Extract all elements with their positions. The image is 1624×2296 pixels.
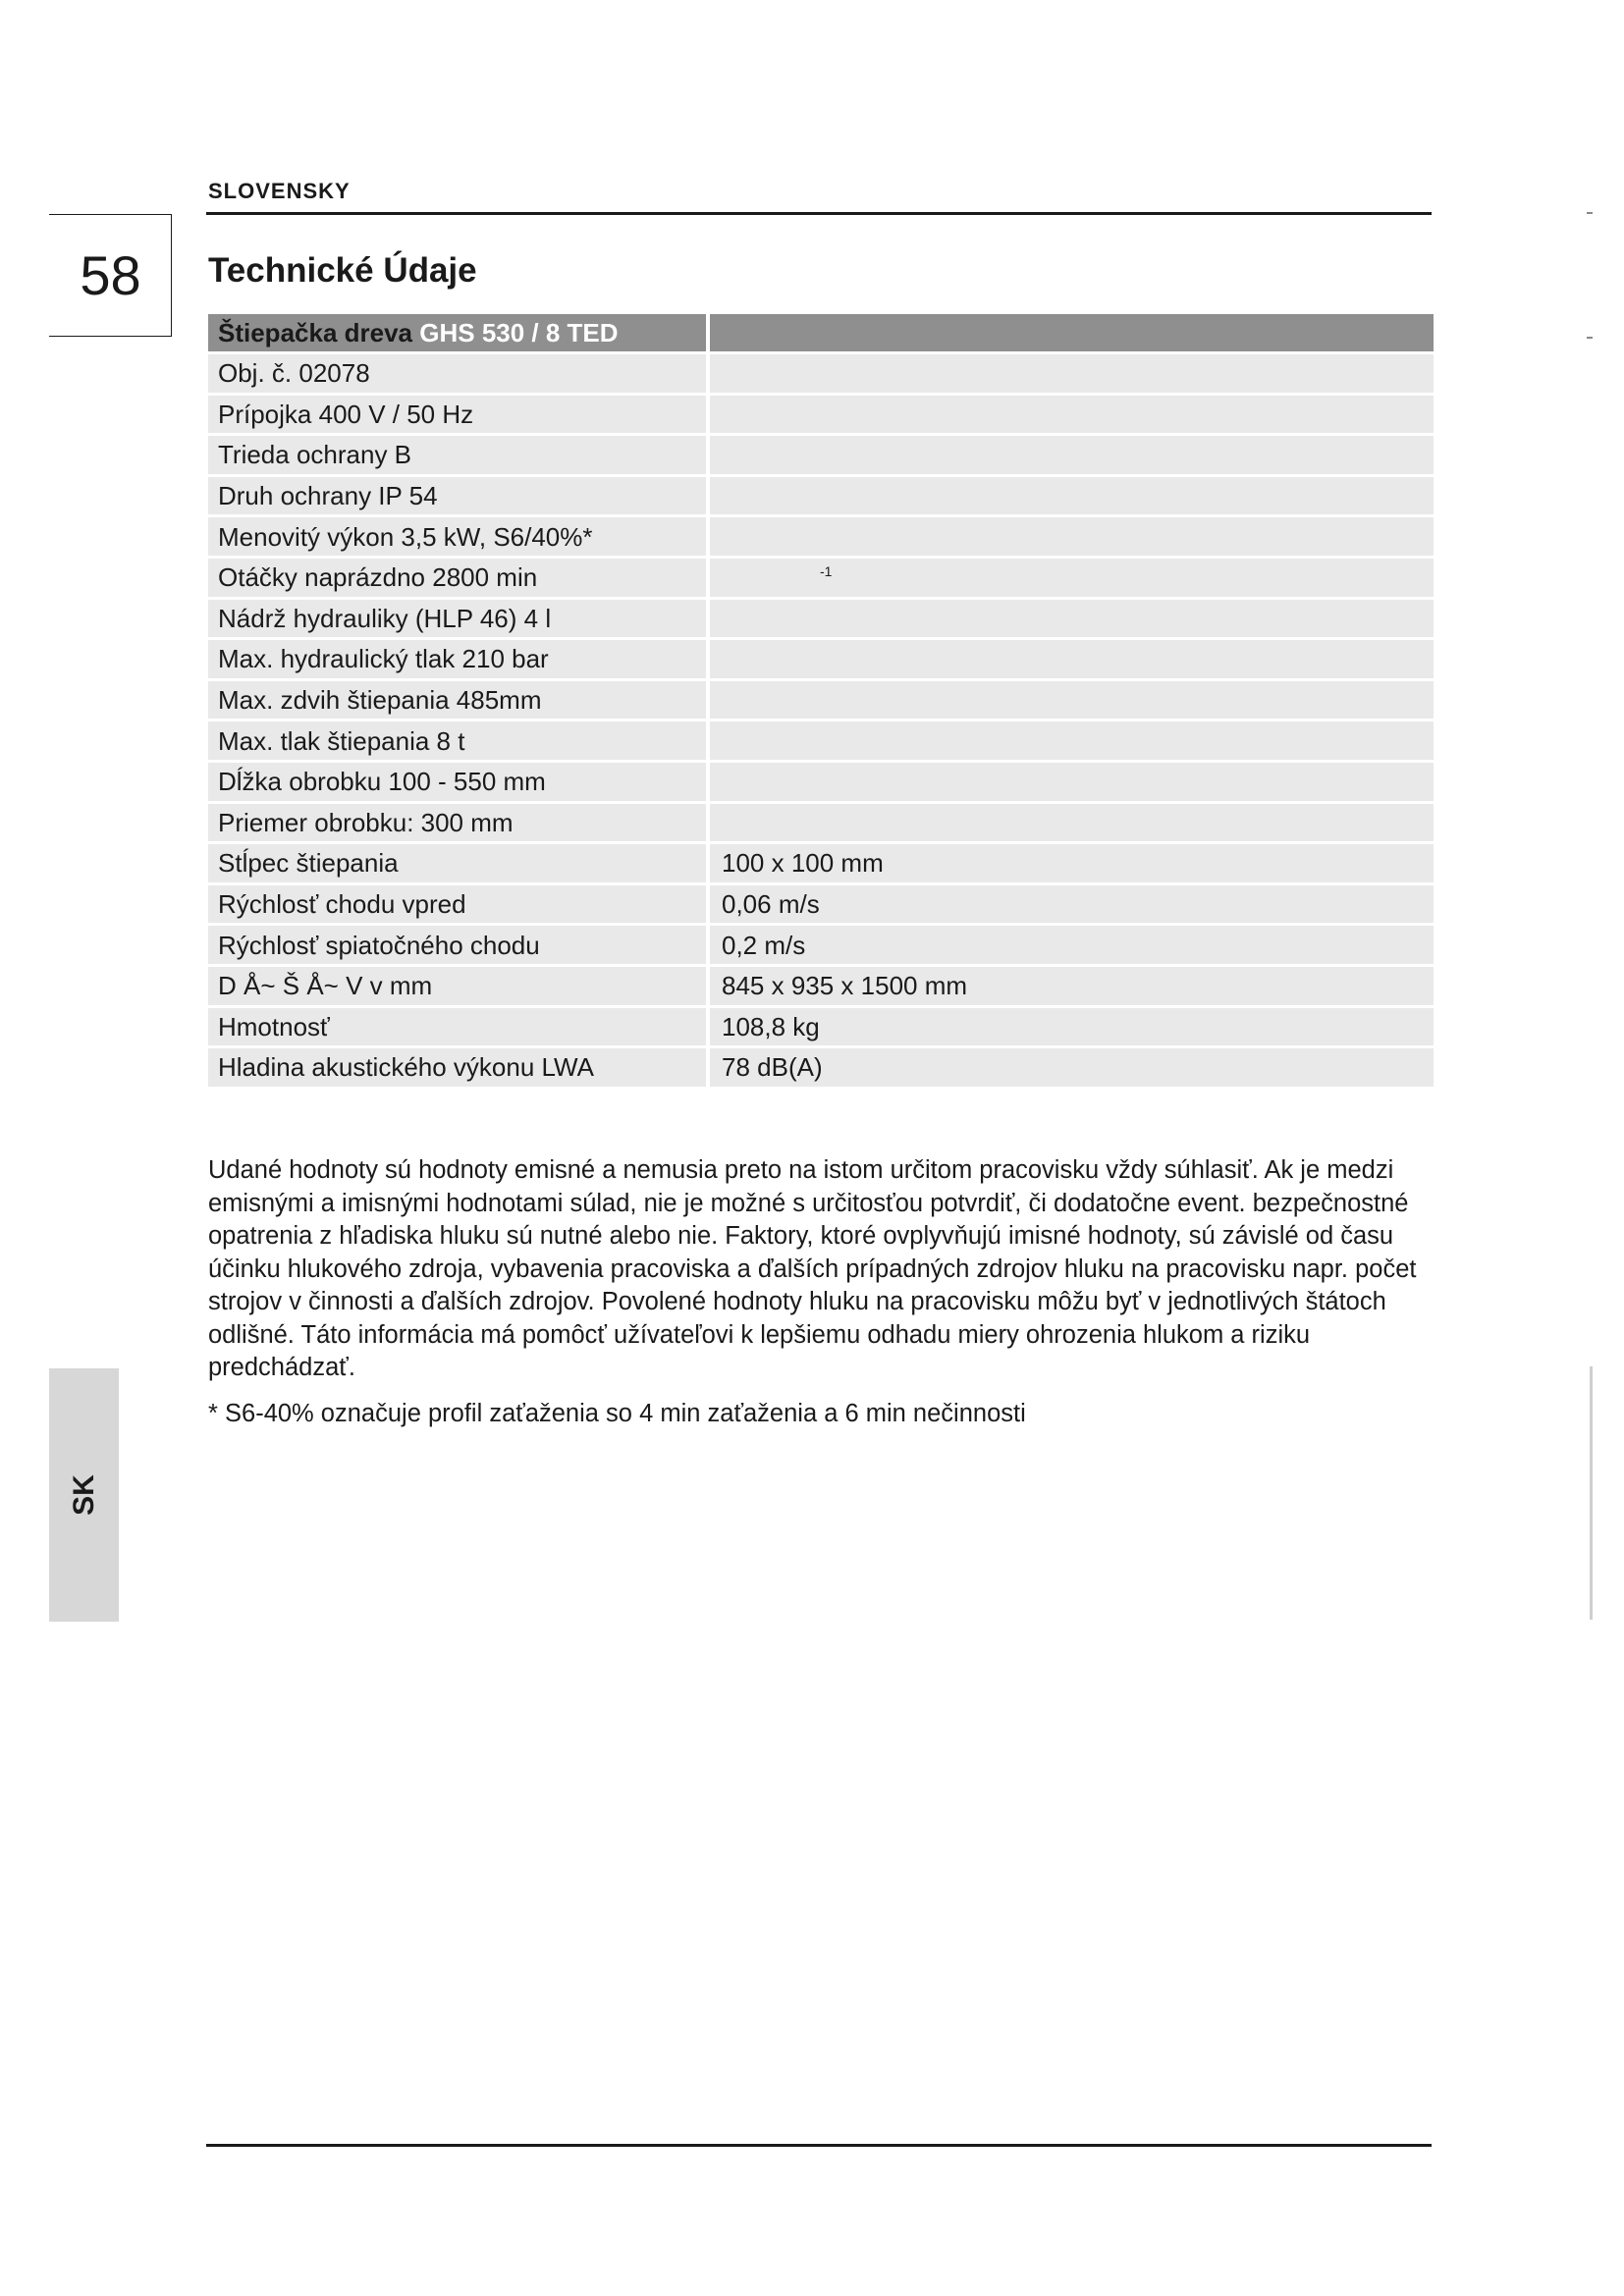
spec-value: 108,8 kg <box>710 1008 1434 1049</box>
spec-value: 845 x 935 x 1500 mm <box>710 967 1434 1008</box>
spec-value <box>710 436 1434 477</box>
spec-label: Trieda ochrany B <box>208 436 710 477</box>
table-row <box>208 559 1434 600</box>
product-name: Štiepačka dreva <box>218 318 413 347</box>
spec-label: Dĺžka obrobku 100 - 550 mm <box>208 763 710 804</box>
spec-value <box>710 804 1434 845</box>
spec-label: Otáčky naprázdno 2800 min <box>208 559 710 600</box>
spec-value <box>710 600 1434 641</box>
page-number: 58 <box>80 244 141 306</box>
table-row <box>208 721 1434 763</box>
table-row <box>208 926 1434 967</box>
table-row <box>208 885 1434 927</box>
table-row <box>208 354 1434 396</box>
spec-value: 0,06 m/s <box>710 885 1434 927</box>
spec-label: Menovitý výkon 3,5 kW, S6/40%* <box>208 517 710 559</box>
spec-value: 0,2 m/s <box>710 926 1434 967</box>
edge-mark <box>1587 337 1593 339</box>
top-rule <box>206 212 1432 215</box>
section-label: SLOVENSKY <box>208 179 351 203</box>
spec-label: Obj. č. 02078 <box>208 354 710 396</box>
table-row <box>208 763 1434 804</box>
edge-mark <box>1587 212 1593 214</box>
spec-label: Prípojka 400 V / 50 Hz <box>208 396 710 437</box>
page-title: Technické Údaje <box>208 251 477 290</box>
spec-label: Max. zdvih štiepania 485mm <box>208 681 710 722</box>
spec-label: Druh ochrany IP 54 <box>208 477 710 518</box>
table-row <box>208 967 1434 1008</box>
footnote: * S6-40% označuje profil zaťaženia so 4 min zaťaženia a 6 min nečinnosti <box>208 1400 1026 1427</box>
table-row <box>208 844 1434 885</box>
spec-label: Rýchlosť chodu vpred <box>208 885 710 927</box>
emission-note-paragraph: Udané hodnoty sú hodnoty emisné a nemusia preto na istom určitom pracovisku vždy súhlasiť. Ak je medzi emisnými a imisnými hodnotami súlad, nie je možné s určitosťou potvrdiť, či dodatočne event. bezpečnostné opatrenia z hľadiska hluku sú nutné alebo nie. Faktory, ktoré ovplyvňujú imisné hodnoty, sú závislé od času účinku hlukového zdroja, vybavenia pracoviska a ďalších prípadných zdrojov hluku na pracovisku napr. počet strojov v činnosti a ďalších zdrojov. Povolené hodnoty hluku na pracovisku môžu byť v jednotlivých štátoch odlišné. Táto informácia má pomôcť užívateľovi k lepšiemu odhadu miery ohrozenia hlukom a riziku predchádzať. <box>208 1156 1417 1381</box>
table-row <box>208 396 1434 437</box>
product-model: GHS 530 / 8 TED <box>419 318 619 347</box>
spec-label: Max. hydraulický tlak 210 bar <box>208 640 710 681</box>
spec-value <box>710 477 1434 518</box>
table-header-cell <box>208 314 710 354</box>
spec-value: 78 dB(A) <box>710 1048 1434 1090</box>
language-tab-label-wrap <box>49 1368 119 1622</box>
spec-value: 100 x 100 mm <box>710 844 1434 885</box>
spec-label: Stĺpec štiepania <box>208 844 710 885</box>
table-row <box>208 477 1434 518</box>
superscript-exponent: -1 <box>820 563 833 580</box>
bottom-rule <box>206 2144 1432 2147</box>
table-header-value <box>710 314 1434 354</box>
table-row <box>208 1008 1434 1049</box>
table-row <box>208 804 1434 845</box>
spec-label: Hladina akustického výkonu LWA <box>208 1048 710 1090</box>
table-row <box>208 640 1434 681</box>
table-row <box>208 600 1434 641</box>
spec-label: Nádrž hydrauliky (HLP 46) 4 l <box>208 600 710 641</box>
spec-value <box>710 517 1434 559</box>
table-row <box>208 681 1434 722</box>
table-row <box>208 1048 1434 1090</box>
spec-value <box>710 354 1434 396</box>
table-header-row <box>208 314 1434 354</box>
spec-value <box>710 763 1434 804</box>
spec-value <box>710 396 1434 437</box>
spec-label: Rýchlosť spiatočného chodu <box>208 926 710 967</box>
spec-label: Priemer obrobku: 300 mm <box>208 804 710 845</box>
spec-value <box>710 681 1434 722</box>
spec-value <box>710 640 1434 681</box>
table-row <box>208 517 1434 559</box>
spec-value <box>710 559 1434 600</box>
edge-line <box>1590 1366 1593 1620</box>
language-code: SK <box>67 1474 100 1516</box>
table-row <box>208 436 1434 477</box>
spec-label: D Å~ Š Å~ V v mm <box>208 967 710 1008</box>
spec-value <box>710 721 1434 763</box>
spec-table <box>208 314 1434 1090</box>
spec-label: Hmotnosť <box>208 1008 710 1049</box>
spec-label: Max. tlak štiepania 8 t <box>208 721 710 763</box>
